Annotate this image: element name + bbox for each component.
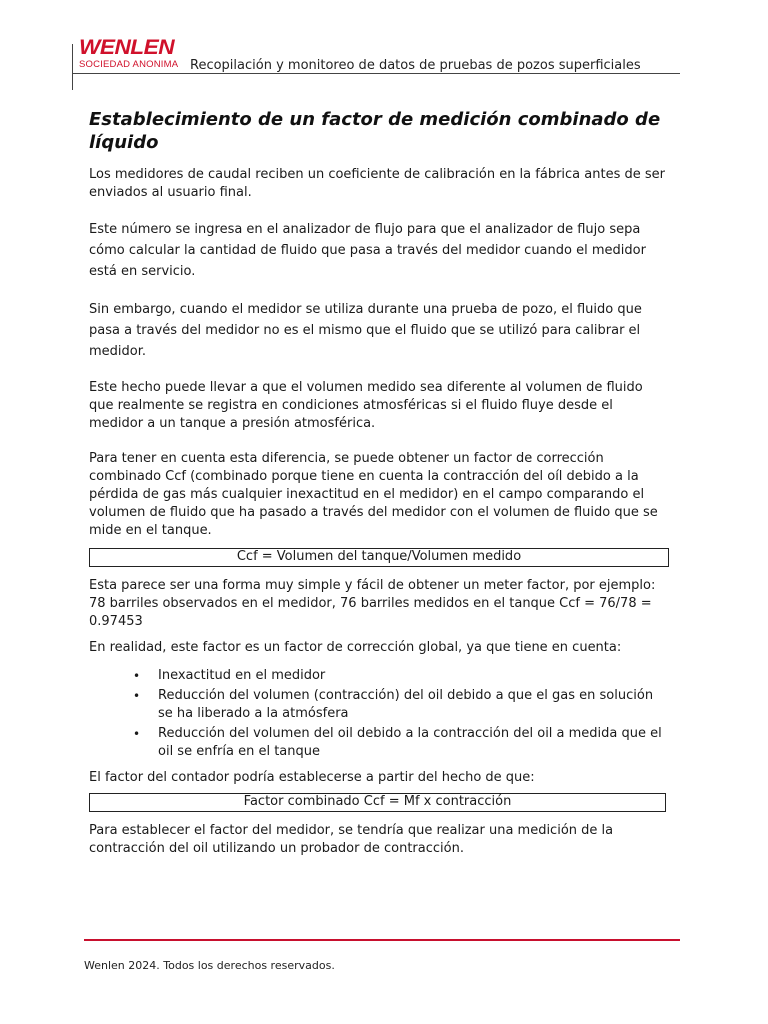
paragraph-closing: Para establecer el factor del medidor, se tendría que realizar una medición de la contracción del oil utilizando un probador de contracción. [89, 823, 614, 856]
list-item-text: Reducción del volumen del oil debido a la contracción del oil a medida que el oil se enfría en el tanque [158, 726, 662, 759]
bullet-icon: • [133, 727, 141, 741]
list-item [89, 725, 669, 761]
paragraph-contador: El factor del contador podría establecerse a partir del hecho de que: [89, 770, 535, 785]
paragraph-global-factor: En realidad, este factor es un factor de corrección global, ya que tiene en cuenta: [89, 640, 622, 655]
footer-copyright: Wenlen 2024. Todos los derechos reservados. [84, 959, 335, 972]
paragraph-analyzer: Este número se ingresa en el analizador de flujo para que el analizador de flujo sepa cómo calcular la cantidad de fluido que pasa a través del medidor cuando el medidor está en servicio. [89, 222, 646, 279]
header-vertical-rule [72, 44, 73, 90]
page-content [89, 108, 669, 858]
logo-wordmark: WENLEN [79, 36, 175, 59]
logo-subtext: SOCIEDAD ANONIMA [79, 59, 179, 70]
bullet-icon: • [133, 669, 141, 683]
paragraph-ccf-definition: Para tener en cuenta esta diferencia, se puede obtener un factor de corrección combinado Ccf (combinado porque tiene en cuenta la contracción del oíl debido a la pérdida de gas más cualquier inexactitud en el medidor) en el campo comparando el volumen de fluido que ha pasado a través del medidor con el volumen de fluido que se mide en el tanque. [89, 451, 658, 538]
footer-rule [84, 939, 680, 941]
paragraph-well-test: Sin embargo, cuando el medidor se utiliza durante una prueba de pozo, el fluido que pasa a través del medidor no es el mismo que el fluido que se utilizó para calibrar el medidor. [89, 302, 642, 359]
header-horizontal-rule [72, 73, 680, 74]
list-item-text: Inexactitud en el medidor [158, 668, 326, 683]
formula-combined-factor: Factor combinado Ccf = Mf x contracción [89, 793, 666, 812]
bullet-icon: • [133, 689, 141, 703]
correction-factor-list [89, 667, 669, 761]
paragraph-calibration: Los medidores de caudal reciben un coeficiente de calibración en la fábrica antes de ser enviados al usuario final. [89, 167, 665, 200]
list-item [89, 687, 669, 723]
formula-ccf: Ccf = Volumen del tanque/Volumen medido [89, 548, 669, 567]
section-heading: Establecimiento de un factor de medición combinado de líquido [89, 109, 661, 153]
list-item [89, 667, 669, 685]
paragraph-volume-difference: Este hecho puede llevar a que el volumen medido sea diferente al volumen de fluido que realmente se registra en condiciones atmosféricas si el fluido fluye desde el medidor a un tanque a presión atmosférica. [89, 380, 643, 431]
company-logo [79, 38, 182, 70]
list-item-text: Reducción del volumen (contracción) del oil debido a que el gas en solución se ha liberado a la atmósfera [158, 688, 654, 721]
paragraph-example: Esta parece ser una forma muy simple y fácil de obtener un meter factor, por ejemplo: 78 barriles observados en el medidor, 76 barriles medidos en el tanque Ccf = 76/78 = 0.97453 [89, 578, 656, 629]
document-title: Recopilación y monitoreo de datos de pruebas de pozos superficiales [190, 58, 641, 73]
